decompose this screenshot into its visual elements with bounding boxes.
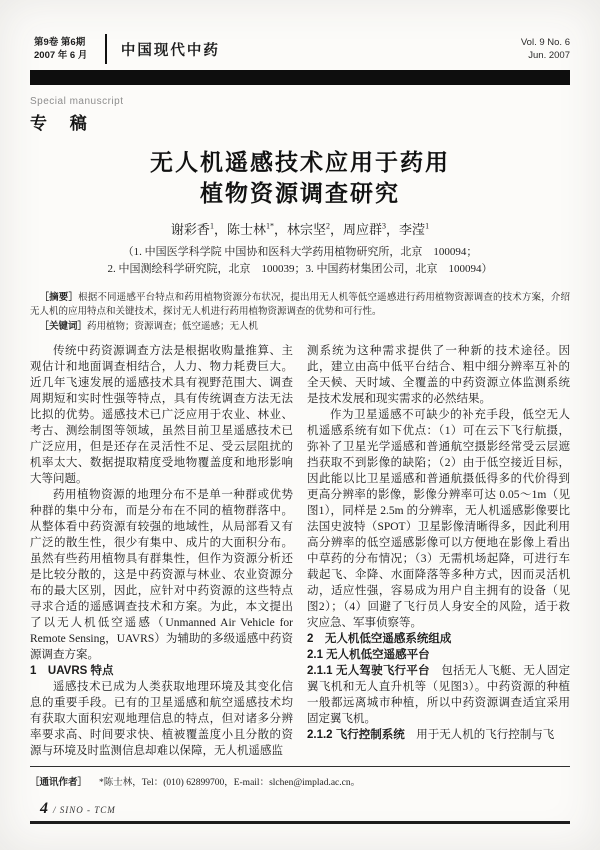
header-divider	[105, 34, 107, 64]
left-column	[30, 343, 293, 759]
paragraph: 遥感技术已成为人类获取地理环境及其变化信息的重要手段。已有的卫星遥感和航空遥感技术均有获取大面积宏观地理信息的特点，但对诸多分辨率要求高、时间要求快、植被覆盖度小且分散的资源与环境及时监测信息却难以保障，无人机遥感监	[30, 681, 293, 757]
author: 李滢$^1$	[399, 221, 430, 237]
abstract-label: ［摘要］	[39, 292, 79, 303]
issue-info	[30, 34, 87, 64]
journal-name: 中国现代中药	[120, 42, 220, 59]
article-body	[30, 343, 570, 759]
author: 周应群$^3$，	[343, 221, 400, 237]
article-title-line1: 无人机遥感技术应用于药用	[150, 149, 450, 175]
footnote-text: *陈士林，Tel：(010) 62899700，E-mail：slchen@implad.ac.cn。	[99, 778, 361, 788]
issue-volume: 第9卷 第6期	[34, 37, 86, 48]
affiliations	[30, 244, 570, 278]
footnote-label: ［通讯作者］	[30, 777, 88, 788]
page-header	[30, 34, 570, 64]
volume-en: Vol. 9 No. 6	[520, 37, 570, 48]
section-heading-1: 1 UAVRS 特点	[30, 665, 114, 677]
paragraph: 作为卫星遥感不可缺少的补充手段，低空无人机遥感系统有如下优点：（1）可在云下飞行航摄，弥补了卫星光学遥感和普通航空摄影经常受云层遮挡获取不到影像的缺陷；（2）由于低空接近目标，因此能以比卫星遥感和普通航摄低得多的代价得到更高分辨率的影像，影像分辨率可达 0.05～1m（见图1），同样是 2.5m 的分辨率，无人机遥感影像要比法国史波特（SPOT）卫星影像清晰得多，因此利用高分辨率的低空遥感影像可以方便地在影像上看出中草药的分布情况；（3）无需机场起降，可进行车载起飞、伞降、水面降落等多种方式，因而灵活机动，适应性强，容易成为用户自主拥有的设备（见图2）；（4）回避了飞行员人身安全的风险，适于救灾应急、军事侦察等。	[307, 409, 570, 629]
keywords-label: ［关键词］	[39, 321, 88, 332]
column-label-en: Special manuscript	[30, 96, 124, 107]
article-title-line2: 植物资源调查研究	[200, 180, 400, 206]
author: 谢彩香$^1$，	[170, 221, 227, 237]
author: 林宗坚$^2$，	[286, 221, 344, 237]
keywords: ［关键词］药用植物；资源调查；低空遥感；无人机	[39, 321, 259, 332]
paragraph: 传统中药资源调查方法是根据收购量推算、主观估计和地面调查相结合，人力、物力耗费巨大。近几年飞速发展的遥感技术具有视野范围大、调查周期短和实时性强等特点，具有传统调查方法无法比拟的优势。遥感技术已广泛应用于农业、林业、考古、测绘制图等领域，虽然目前卫星遥感技术已广泛应用，但是还存在灵活性不足、受云层阻扰的机率太大、数据提取精度受地物覆盖度和地形影响大等问题。	[30, 345, 293, 485]
page-footer	[30, 800, 570, 818]
paragraph-2-1-1: 2.1.1 无人驾驶飞行平台 包括无人飞艇、无人固定翼飞机和无人直升机等（见图3）。中药资源的种植一般都远离城市种植，所以中药资源调查适宜采用固定翼飞机。	[307, 665, 570, 725]
journal-slug: / SINO - TCM	[53, 805, 116, 815]
volume-info-en	[521, 34, 570, 64]
date-en: Jun. 2007	[528, 50, 570, 61]
affiliation-line1: （1. 中国医学科学院 中国协和医科大学药用植物研究所，北京 100094；	[122, 246, 478, 258]
abstract-text: ［摘要］根据不同遥感平台特点和药用植物资源分布状况，提出用无人机等低空遥感进行药用植物资源调查的技术方案，介绍无人机的应用特点和关键技术，探讨无人机进行药用植物资源调查的优势和可行性。	[30, 292, 570, 317]
article-title	[30, 147, 570, 209]
paragraph-continuation: 测系统为这种需求提供了一种新的技术途径。因此，建立由高中低平台结合、粗中细分辨率互补的全天候、天时域、全覆盖的中药资源立体监测系统是技术发展和现实需求的必然结果。	[307, 345, 570, 405]
abstract	[30, 291, 570, 334]
header-rule-bar	[30, 70, 570, 85]
footer-rule-bar	[30, 821, 570, 824]
paragraph: 药用植物资源的地理分布不是单一种群或优势种群的集中分布，而是分布在不同的植物群落中。从整体看中药资源有较强的地域性，从局部看又有广泛的散生性，很少有集中、成片的大面积分布。虽然有些药用植物具有群集性，但作为资源分析还是比较分散的，这是中药资源与林业、农业资源分布的最大区别，因此，应针对中药资源的这些特点寻求合适的遥感调查技术和方案。为此，本文提出了以无人机低空遥感（Unmanned Air Vehicle for Remote Sensing，UAVRS）为辅助的多级遥感中药资源调查方案。	[30, 489, 293, 661]
affiliation-line2: 2. 中国测绘科学研究院，北京 100039；3. 中国药材集团公司，北京 100094）	[107, 263, 493, 275]
issue-date: 2007 年 6 月	[34, 50, 88, 61]
column-label-zh: 专 稿	[30, 114, 96, 133]
author-list	[30, 219, 570, 238]
page-number: 4	[40, 800, 48, 817]
subsection-lead-2-1-1: 2.1.1 无人驾驶飞行平台	[307, 665, 430, 677]
subsection-lead-2-1-2: 2.1.2 飞行控制系统	[307, 729, 405, 741]
paragraph-2-1-2: 2.1.2 飞行控制系统 用于无人机的飞行控制与飞	[307, 729, 555, 741]
right-column	[307, 343, 570, 759]
section-heading-2-1: 2.1 无人机低空遥感平台	[307, 649, 430, 661]
author: 陈士林$^{1*}$，	[226, 221, 287, 237]
section-heading-2: 2 无人机低空遥感系统组成	[307, 633, 452, 645]
corresponding-author-footnote	[30, 766, 570, 788]
